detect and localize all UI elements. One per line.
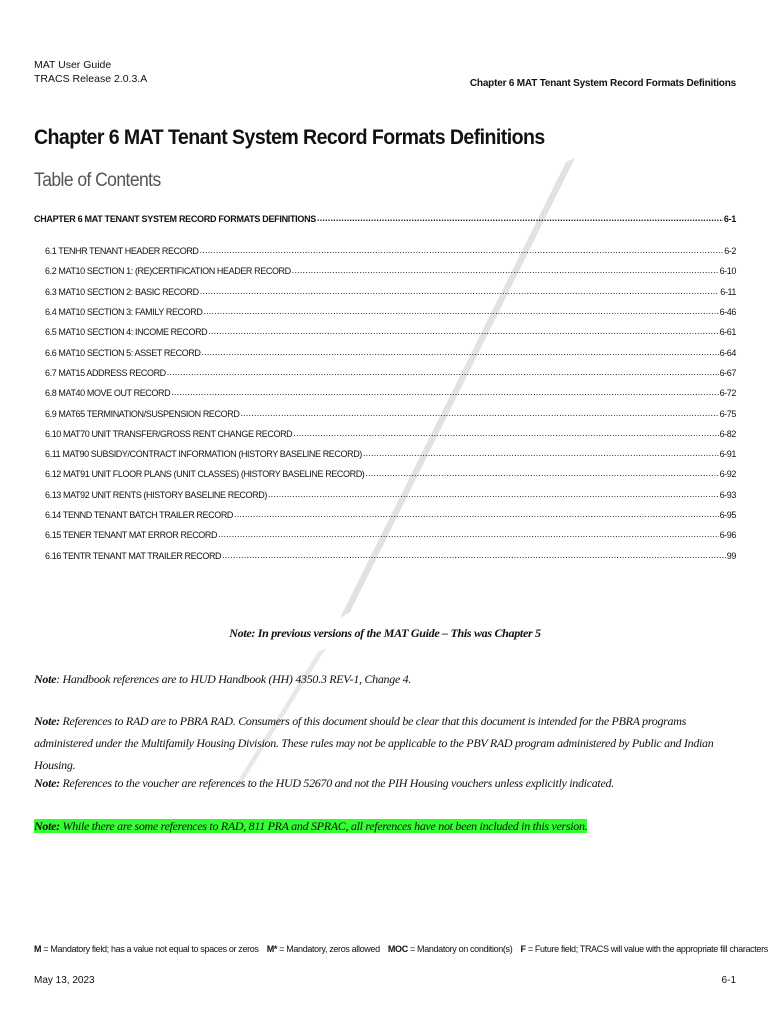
toc-entry[interactable] — [45, 282, 736, 302]
highlight-mark — [34, 819, 587, 833]
toc-entry-label: 6.3 MAT10 SECTION 2: BASIC RECORD — [45, 286, 199, 297]
toc-entry[interactable] — [45, 424, 736, 444]
toc-leader-dots — [218, 527, 718, 541]
toc-entry[interactable] — [45, 403, 736, 423]
toc-leader-dots — [234, 507, 719, 521]
note-label: Note: — [34, 819, 60, 833]
toc-leader-dots — [208, 324, 718, 338]
legend-moc-text: = Mandatory on condition(s) — [407, 944, 513, 954]
toc-leader-dots — [200, 284, 720, 298]
toc-leader-dots — [240, 406, 718, 420]
toc-leader-dots — [268, 487, 719, 501]
toc-entry-label: 6.1 TENHR TENANT HEADER RECORD — [45, 246, 199, 257]
toc-entry-page: 6-46 — [719, 307, 736, 318]
toc-leader-dots — [167, 365, 719, 379]
legend-mstar-text: = Mandatory, zeros allowed — [277, 944, 380, 954]
legend-m-code: M — [34, 944, 42, 954]
toc-leader-dots — [222, 548, 726, 562]
field-legend — [34, 942, 768, 956]
note-handbook — [34, 668, 736, 690]
note-text: References to the voucher are references to the HUD 52670 and not the PIH Housing vouchers unless explicitly indicated. — [59, 776, 614, 790]
toc-leader-dots — [292, 263, 719, 277]
toc-entry[interactable] — [45, 444, 736, 464]
toc-entry-label: 6.13 MAT92 UNIT RENTS (HISTORY BASELINE RECORD) — [45, 489, 267, 500]
toc-entry[interactable] — [45, 485, 736, 505]
legend-moc-code: MOC — [387, 944, 408, 954]
toc-entry-label: 6.9 MAT65 TERMINATION/SUSPENSION RECORD — [45, 408, 240, 419]
note-label: Note: — [34, 714, 60, 728]
toc-entry-label: 6.2 MAT10 SECTION 1: (RE)CERTIFICATION HEADER RECORD — [45, 266, 291, 277]
toc-entry-label: 6.14 TENND TENANT BATCH TRAILER RECORD — [45, 510, 234, 520]
note-label: Note — [34, 672, 57, 686]
toc-leader-dots — [293, 426, 718, 440]
toc-entry[interactable] — [45, 505, 736, 525]
toc-leader-dots — [202, 345, 719, 359]
toc-list — [45, 241, 736, 566]
toc-entry[interactable] — [45, 363, 736, 383]
toc-leader-dots — [363, 446, 719, 460]
toc-chapter-page: 6-1 — [723, 214, 736, 224]
toc-entry[interactable] — [45, 464, 736, 484]
note-text: References to RAD are to PBRA RAD. Consumers of this document should be clear that this document is intended for the PBRA programs administered under the Multifamily Housing Division. These rules may not be applicable to the PBV RAD program administered by Public and Indian Housing. — [34, 714, 714, 772]
toc-entry-page: 6-10 — [719, 266, 736, 277]
toc-heading: Table of Contents — [34, 170, 161, 191]
toc-entry-label: 6.16 TENTR TENANT MAT TRAILER RECORD — [45, 550, 222, 561]
note-text: : Handbook references are to HUD Handbook (HH) 4350.3 REV-1, Change 4. — [56, 672, 412, 686]
legend-f-text: = Future field; TRACS will value with the appropriate fill characters — [525, 944, 768, 954]
toc-entry-label: 6.10 MAT70 UNIT TRANSFER/GROSS RENT CHANGE RECORD — [45, 428, 293, 439]
toc-entry[interactable] — [45, 525, 736, 545]
note-rad — [34, 710, 736, 776]
toc-entry-page: 6-92 — [719, 469, 736, 480]
toc-leader-dots — [203, 304, 718, 318]
note-label: Note: — [34, 776, 60, 790]
toc-entry-page: 6-82 — [719, 428, 736, 439]
running-header-left — [34, 58, 147, 86]
toc-leader-dots — [200, 243, 724, 257]
running-header-right: Chapter 6 MAT Tenant System Record Formats Definitions — [469, 78, 736, 89]
header-guide-name: MAT User Guide — [34, 59, 112, 71]
note-previous-chapter: Note: In previous versions of the MAT Guide – This was Chapter 5 — [229, 626, 541, 640]
note-voucher — [34, 772, 736, 794]
toc-entry-page: 6-93 — [719, 489, 736, 500]
toc-entry[interactable] — [45, 545, 736, 565]
note-text: While there are some references to RAD, 811 PRA and SPRAC, all references have not been included in this version. — [59, 819, 588, 833]
toc-entry-page: 6-75 — [719, 408, 736, 419]
legend-f-code: F — [520, 944, 526, 954]
toc-entry-page: 6-96 — [719, 530, 736, 541]
header-release: TRACS Release 2.0.3.A — [34, 73, 148, 85]
toc-entry[interactable] — [45, 383, 736, 403]
toc-entry[interactable] — [45, 241, 736, 261]
toc-entry-page: 6-61 — [719, 327, 736, 338]
toc-entry-page: 6-11 — [720, 286, 736, 297]
toc-entry-page: 99 — [726, 550, 736, 561]
toc-entry[interactable] — [45, 261, 736, 281]
toc-entry-label: 6.15 TENER TENANT MAT ERROR RECORD — [45, 530, 218, 541]
chapter-title: Chapter 6 MAT Tenant System Record Formats Definitions — [34, 126, 545, 149]
toc-chapter-label: CHAPTER 6 MAT TENANT SYSTEM RECORD FORMATS DEFINITIONS — [34, 214, 316, 224]
toc-entry-page: 6-72 — [719, 388, 736, 399]
toc-entry-label: 6.4 MAT10 SECTION 3: FAMILY RECORD — [45, 307, 203, 318]
toc-entry-page: 6-67 — [719, 367, 736, 378]
toc-entry-page: 6-91 — [719, 449, 736, 460]
toc-entry-label: 6.6 MAT10 SECTION 5: ASSET RECORD — [45, 347, 201, 358]
legend-mstar-code: M* — [266, 944, 278, 954]
toc-entry-page: 6-95 — [719, 510, 736, 520]
toc-entry-label: 6.5 MAT10 SECTION 4: INCOME RECORD — [45, 327, 208, 338]
toc-leader-dots — [317, 211, 723, 225]
toc-entry[interactable] — [45, 302, 736, 322]
note-highlighted — [34, 815, 736, 837]
toc-entry-page: 6-64 — [719, 347, 736, 358]
toc-chapter-entry[interactable] — [34, 212, 736, 226]
toc-entry-label: 6.12 MAT91 UNIT FLOOR PLANS (UNIT CLASSES) (HISTORY BASELINE RECORD) — [45, 469, 365, 480]
toc-entry-label: 6.8 MAT40 MOVE OUT RECORD — [45, 388, 171, 399]
toc-entry[interactable] — [45, 322, 736, 342]
toc-entry-label: 6.7 MAT15 ADDRESS RECORD — [45, 367, 166, 378]
toc-entry-page: 6-2 — [724, 246, 736, 257]
footer-date: May 13, 2023 — [34, 975, 95, 986]
toc-leader-dots — [171, 385, 718, 399]
toc-leader-dots — [365, 466, 718, 480]
legend-m-text: = Mandatory field; has a value not equal to spaces or zeros — [41, 944, 259, 954]
toc-entry[interactable] — [45, 342, 736, 362]
footer-page-number: 6-1 — [721, 975, 736, 986]
toc-entry-label: 6.11 MAT90 SUBSIDY/CONTRACT INFORMATION (HISTORY BASELINE RECORD) — [45, 449, 362, 460]
